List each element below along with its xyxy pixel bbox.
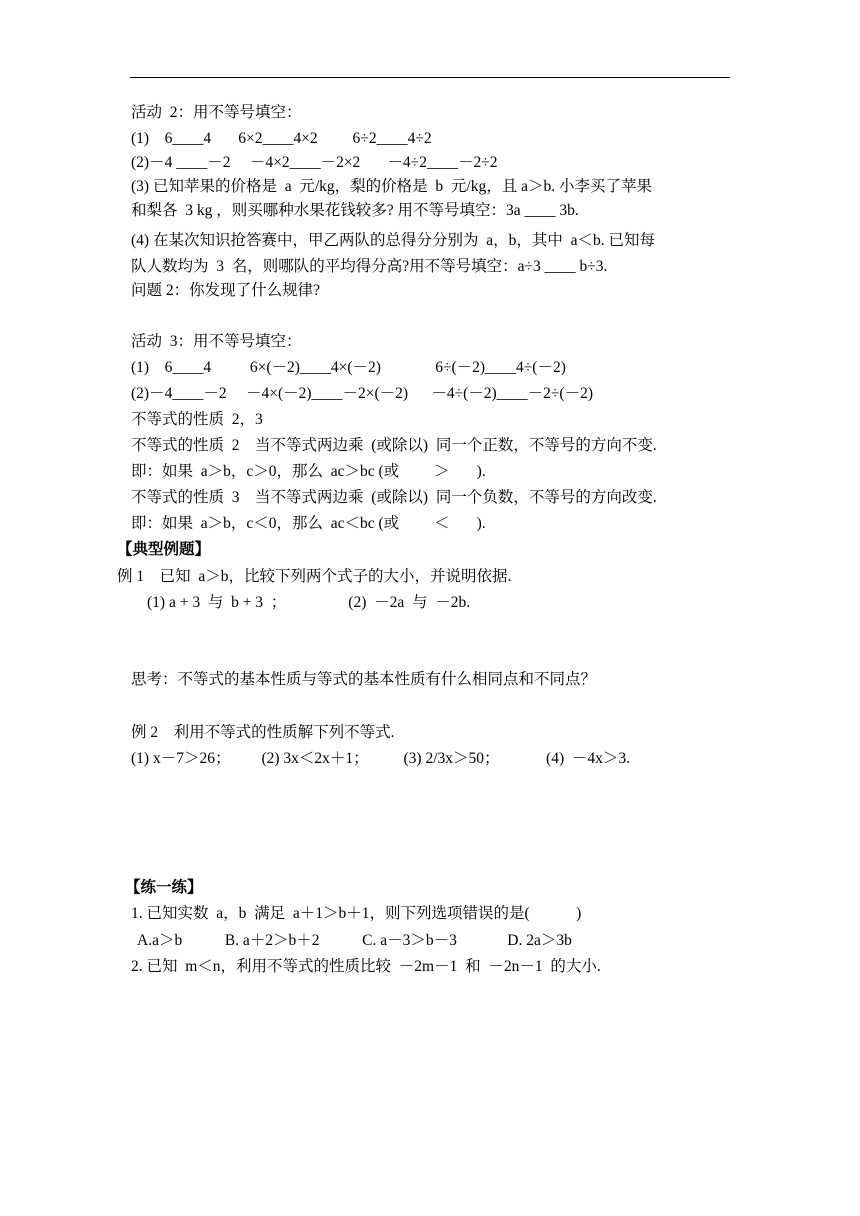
header-rule [130,77,730,78]
text-line-p2-a: 不等式的性质 2 当不等式两边乘 (或除以) 同一个正数，不等号的方向不变. [131,437,657,454]
text-line-ex2-items: (1) x－7＞26； (2) 3x＜2x＋1； (3) 2/3x＞50； (4) －4x＞3. [131,750,630,767]
text-line-a2-4b: 队人数均为 3 名，则哪队的平均得分高?用不等号填空：a÷3 ____ b÷3. [131,258,608,275]
text-line-a2-title: 活动 2：用不等号填空： [131,104,302,121]
text-line-think: 思考：不等式的基本性质与等式的基本性质有什么相同点和不同点？ [131,671,597,688]
text-line-prop23: 不等式的性质 2，3 [131,411,263,428]
text-line-prac2: 2. 已知 m＜n，利用不等式的性质比较 －2m－1 和 －2n－1 的大小. [131,958,601,975]
text-line-ex2: 例 2 利用不等式的性质解下列不等式. [131,724,395,741]
text-line-ex1: 例 1 已知 a＞b，比较下列两个式子的大小，并说明依据. [117,568,512,585]
text-line-a3-1: (1) 6____4 6×(－2)____4×(－2) 6÷(－2)____4÷(－2) [131,359,566,376]
text-line-ex-head: 【典型例题】 [117,541,211,558]
text-line-a3-title: 活动 3：用不等号填空： [131,333,302,350]
text-line-q2: 问题 2：你发现了什么规律? [131,282,321,299]
text-line-ex1-items: (1) a + 3 与 b + 3 ； (2) －2a 与 －2b. [147,594,471,611]
text-line-prac1-opts: A.a＞b B. a＋2＞b＋2 C. a－3＞b－3 D. 2a＞3b [137,932,572,949]
text-line-prac1: 1. 已知实数 a，b 满足 a＋1＞b＋1，则下列选项错误的是( ) [131,905,582,922]
text-line-a2-1: (1) 6____4 6×2____4×2 6÷2____4÷2 [131,130,432,147]
text-line-a2-3a: (3) 已知苹果的价格是 a 元/kg，梨的价格是 b 元/kg，且 a＞b. 小李买了苹果 [131,178,652,195]
text-line-prac-head: 【练一练】 [125,879,203,896]
text-line-a2-4a: (4) 在某次知识抢答赛中，甲乙两队的总得分分别为 a，b，其中 a＜b. 已知每 [131,232,655,249]
text-line-p3-b: 即：如果 a＞b，c＜0，那么 ac＜bc (或 ＜ ). [131,515,486,532]
text-line-p3-a: 不等式的性质 3 当不等式两边乘 (或除以) 同一个负数，不等号的方向改变. [131,489,657,506]
text-line-a2-3b: 和梨各 3 kg ，则买哪种水果花钱较多? 用不等号填空：3a ____ 3b. [131,202,579,219]
text-line-p2-b: 即：如果 a＞b，c＞0，那么 ac＞bc (或 ＞ ). [131,463,486,480]
text-line-a2-2: (2)－4 ____－2 －4×2____－2×2 －4÷2____－2÷2 [131,154,498,171]
text-line-a3-2: (2)－4____－2 －4×(－2)____－2×(－2) －4÷(－2)____－2÷(－2) [131,385,593,402]
